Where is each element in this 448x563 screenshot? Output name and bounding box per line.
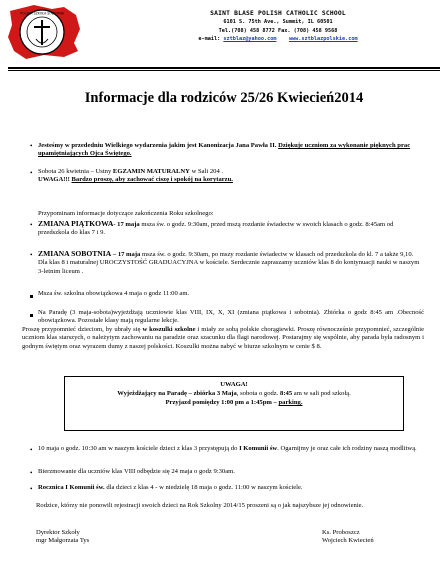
rocznica-a: Rocznica I Komunii św. <box>38 484 105 491</box>
komunia-b: I Komunii św <box>239 445 278 452</box>
egzamin-a: Sobota 26 kwietnia – Ustny <box>38 168 113 175</box>
notice-line1-d: am w sali pod szkołą. <box>292 390 351 397</box>
parada-p2c: i miały ze sobą polskie chorągiewki. Proszę równocześnie przypomnieć, szczególnie uczniom klas starszych, o należytym zachowaniu na paradzie oraz szacunku dla flagi narodowej. Postarajmy się wspólnie, aby parada była radosnym i godnym świętym oraz wyrazem dumy z naszej polskości. Koszulki można nabyć w biurze szkolnym w cenie $ 8. <box>22 326 424 350</box>
uwaga-b: Bardzo proszę, aby zachować ciszę i spokój na korytarzu. <box>71 176 233 184</box>
parada-p2b: w koszulki szkolne <box>142 326 196 333</box>
item-msza: Msza św. szkolna obowiązkowa 4 maja o godz 11:00 am. <box>38 290 190 297</box>
egzamin-b: EGZAMIN MATURALNY <box>112 168 190 175</box>
parada-details <box>22 326 424 351</box>
komunia-c: . Ogarnijmy je oraz całe ich rodziny naszą modlitwą. <box>277 445 417 452</box>
item-komunia <box>38 445 424 453</box>
kanonizacja-text: Jesteśmy w przededniu Wielkiego wydarzenia jakim jest Kanonizacja Jana Pawła II. <box>38 142 277 149</box>
notice-line1-c: 8:45 <box>280 390 293 397</box>
parade-notice-box <box>64 376 404 431</box>
parada-p2a: Proszę przypomnieć dzieciom, by ubrały się <box>22 326 143 333</box>
item-sobotnia <box>38 250 424 276</box>
bullet-icon: • <box>30 221 33 229</box>
reminder-text: Przypominam informacje dotyczące zakończenia Roku szkolnego: <box>38 210 214 217</box>
email-label: e-mail: <box>198 35 221 42</box>
email-link[interactable]: sztblaz@yahoo.com <box>223 35 277 42</box>
notice-line-1 <box>65 389 403 398</box>
logo-text: POLSKA SZKOŁA SOBOTNIA <box>20 11 64 16</box>
kanonizacja-thanks: Dziękuje uczniom za wykonanie pięknych prac upamiętniających Ojca Świętego. <box>38 142 411 158</box>
signature-right <box>322 529 432 546</box>
bullet-icon: • <box>30 469 33 477</box>
page-title: Informacje dla rodziców 25/26 Kwiecień2014 <box>84 90 364 106</box>
bullet-icon: • <box>30 485 33 493</box>
website-link[interactable]: www.sztblazpolskie.com <box>288 35 358 42</box>
header-divider <box>8 67 440 69</box>
item-bierzmowanie: Bierzmowanie dla uczniów klas VIII odbędzie się 24 maja o godz 9:30am. <box>38 468 235 475</box>
school-logo <box>4 3 84 61</box>
school-contact <box>118 35 438 43</box>
item-kanonizacja <box>38 142 424 159</box>
rocznica-b: dla dzieci z klas 4 - w niedzielę 18 maja o godz. 11:00 w naszym kościele. <box>104 484 303 491</box>
egzamin-c: w Sali 204 . <box>189 168 224 175</box>
bullet-icon <box>30 311 33 319</box>
school-info <box>118 10 438 43</box>
notice-line1-a: Wyjeżdżający na Paradę – zbiórka 3 Maja <box>117 390 237 397</box>
item-egzamin <box>38 168 424 185</box>
bullet-icon: • <box>30 446 33 454</box>
notice-line2-b: parking. <box>278 399 303 406</box>
sobotnia-a: ZMIANA SOBOTNIA <box>38 249 112 258</box>
item-piatkowa <box>38 220 424 238</box>
bullet-icon <box>30 292 33 300</box>
item-rodzice: Rodzice, którzy nie ponowili rejestracji swoich dzieci na Rok Szkolny 2014/15 proszeni są o jak najszybsze jej odnowienie. <box>36 502 364 509</box>
signature-left <box>36 529 186 546</box>
signature-right-role: Ks. Proboszcz <box>322 529 360 536</box>
signature-left-name: mgr Małgorzata Tys <box>36 537 90 545</box>
school-phone-fax: Tel.(708) 458 8772 Fax. (708) 458 9568 <box>218 27 338 34</box>
piatkowa-a: ZMIANA PIĄTKOWA <box>38 219 114 228</box>
notice-heading: UWAGA! <box>220 381 248 388</box>
notice-line-2 <box>65 398 403 407</box>
notice-line2-a: Przyjazd pomiędzy 1:00 pm a 1:45pm – <box>165 399 279 406</box>
sobotnia-b: – 17 maja <box>111 251 141 258</box>
school-address: 6101 S. 75th Ave., Summit, IL 60501 <box>223 19 333 26</box>
notice-line1-b: , sobota o godz. <box>236 390 281 397</box>
bullet-icon: • <box>30 142 33 150</box>
bullet-icon: • <box>30 169 33 177</box>
uwaga-a: UWAGA!!! <box>38 176 72 184</box>
sobotnia-c: msza św. o godz. 9:30am, po mszy rozdanie świadectw w klasach od przedszkola do kl. 7 a także 9,10. Dla klas 8 i maturalnej UROCZYSTOŚĆ GRADUACYJNA w kościele. Serdecznie zapraszamy uczniów klas 8 do kontynuacji nauki w naszym 3-letnim liceum . <box>38 251 420 275</box>
header-divider-thin <box>8 70 440 71</box>
signature-right-name: Wojciech Kwiecień <box>322 537 374 545</box>
school-name: SAINT BLASE POLISH CATHOLIC SCHOOL <box>210 10 346 17</box>
signature-left-role: Dyrektor Szkoły <box>36 529 80 536</box>
bullet-icon: • <box>30 251 33 259</box>
item-rocznica <box>38 484 424 492</box>
piatkowa-b: - 17 maja <box>113 221 140 228</box>
piatkowa-c: msza św. o godz. 9:30am, przed mszą rozdanie świadectw w swoich klasach o godz. 8:45am od przedszkola do klas 7 i 9. <box>38 221 394 237</box>
item-parada: Na Paradę (3 maja-sobota)wyjeżdżają uczniowie klas VIII, IX, X, XI (zmiana piątkowa i sobotnia). Zbiórka o godz 8:45 am .Obecność obowiązkowa. Pozostałe klasy mają regularne lekcje. <box>38 309 424 325</box>
komunia-a: 10 maja o godz. 10:30 am w naszym kościele dzieci z klas 3 przystępują do <box>38 445 240 452</box>
